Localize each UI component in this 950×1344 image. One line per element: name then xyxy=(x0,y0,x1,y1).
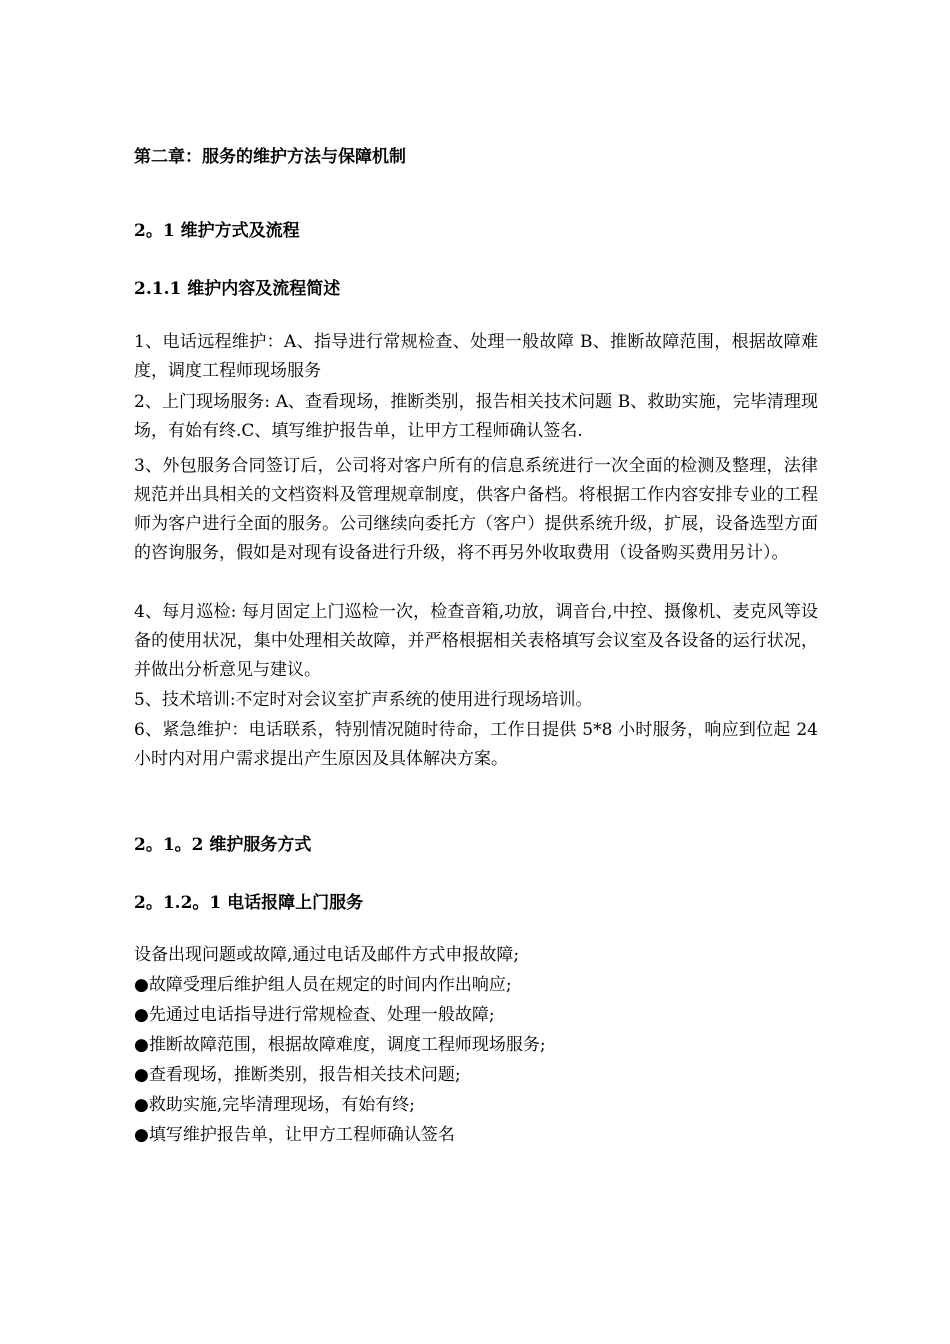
section-heading-2-1-2: 2。1。2 维护服务方式 xyxy=(134,835,312,855)
list-item: 4、每月巡检: 每月固定上门巡检一次，检查音箱,功放，调音台,中控、摄像机、麦克风等设备的使用状况，集中处理相关故障，并严格根据相关表格填写会议室及各设备的运行状况，并做出分析意见与建议。 xyxy=(134,602,818,680)
list-item: 2、上门现场服务: A、查看现场，推断类别，报告相关技术问题 B、救助实施，完毕清理现场，有始有终.C、填写维护报告单，让甲方工程师确认签名. xyxy=(134,392,818,441)
section-heading-2-1-2-1: 2。1.2。1 电话报障上门服务 xyxy=(134,893,364,913)
list-item: 6、紧急维护：电话联系，特别情况随时待命，工作日提供 5*8 小时服务，响应到位起 24 小时内对用户需求提出产生原因及具体解决方案。 xyxy=(134,720,818,769)
section-heading-2-1-1: 2.1.1 维护内容及流程简述 xyxy=(134,279,341,299)
intro-line: 设备出现问题或故障,通过电话及邮件方式申报故障; xyxy=(134,945,520,965)
chapter-title: 第二章：服务的维护方法与保障机制 xyxy=(134,147,406,167)
bullet-item: ●先通过电话指导进行常规检查、处理一般故障; xyxy=(134,1005,495,1025)
list-item: 1、电话远程维护：A、指导进行常规检查、处理一般故障 B、推断故障范围，根据故障难度，调度工程师现场服务 xyxy=(134,332,818,381)
bullet-item: ●推断故障范围，根据故障难度，调度工程师现场服务; xyxy=(134,1035,546,1055)
bullet-item: ●故障受理后维护组人员在规定的时间内作出响应; xyxy=(134,975,512,995)
section-heading-2-1: 2。1 维护方式及流程 xyxy=(134,221,300,241)
bullet-item: ●救助实施,完毕清理现场，有始有终; xyxy=(134,1095,415,1115)
list-item: 3、外包服务合同签订后，公司将对客户所有的信息系统进行一次全面的检测及整理，法律规范并出具相关的文档资料及管理规章制度，供客户备档。将根据工作内容安排专业的工程师为客户进行全面的服务。公司继续向委托方（客户）提供系统升级，扩展，设备选型方面的咨询服务，假如是对现有设备进行升级，将不再另外收取费用（设备购买费用另计）。 xyxy=(134,456,818,563)
bullet-item: ●填写维护报告单，让甲方工程师确认签名 xyxy=(134,1125,455,1145)
list-item: 5、技术培训:不定时对会议室扩声系统的使用进行现场培训。 xyxy=(134,690,593,710)
bullet-item: ●查看现场，推断类别，报告相关技术问题; xyxy=(134,1065,461,1085)
